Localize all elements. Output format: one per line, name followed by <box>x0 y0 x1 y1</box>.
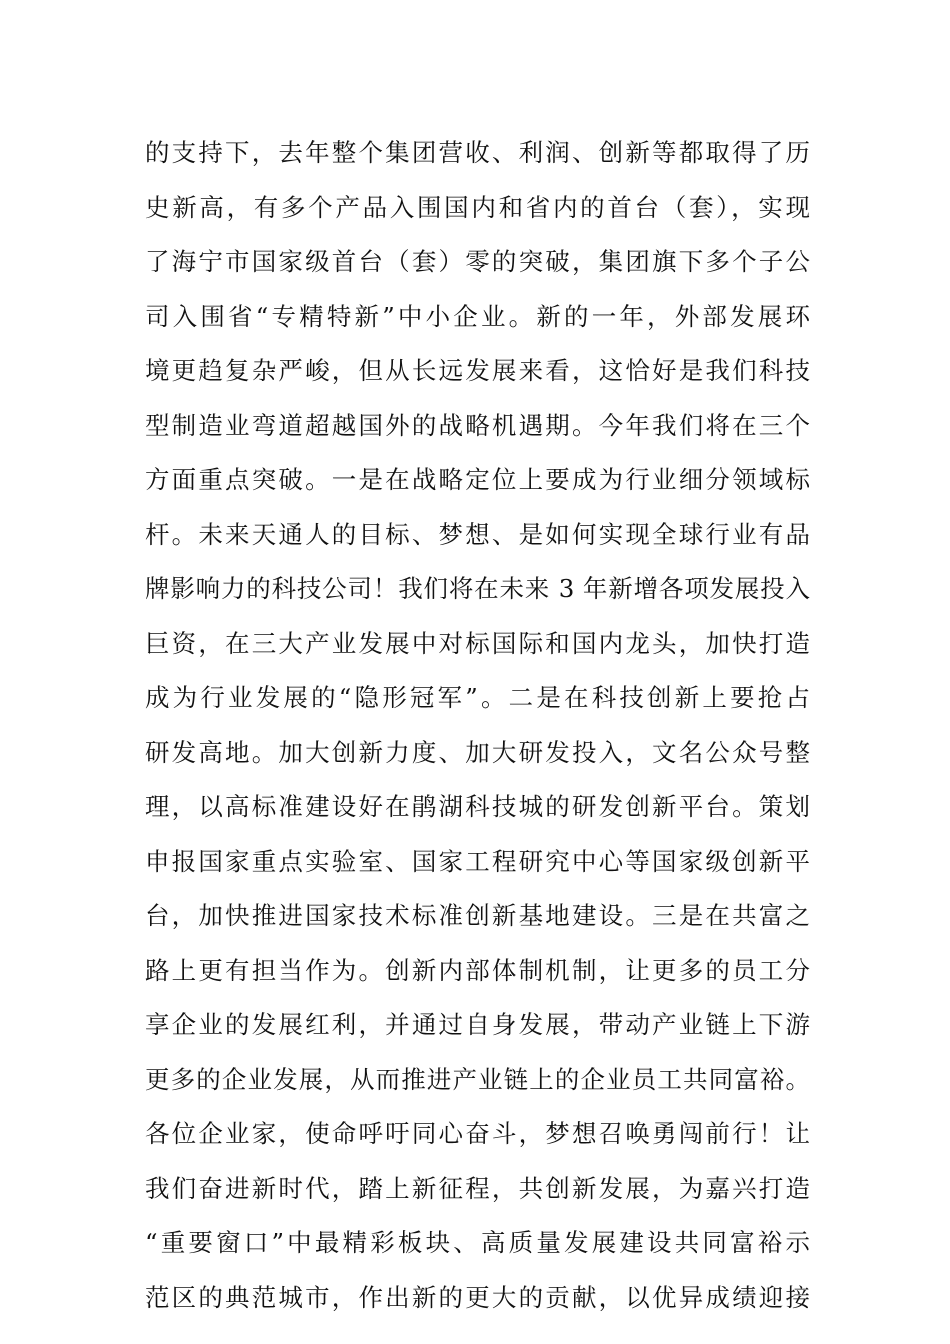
text-line: 牌影响力的科技公司！我们将在未来 3 年新增各项发展投入 <box>145 574 810 603</box>
text-line: 杆。未来天通人的目标、梦想、是如何实现全球行业有品 <box>145 519 810 549</box>
text-line: 申报国家重点实验室、国家工程研究中心等国家级创新平 <box>145 846 810 876</box>
text-line: 了海宁市国家级首台（套）零的突破，集团旗下多个子公 <box>145 247 810 276</box>
text-line: 方面重点突破。一是在战略定位上要成为行业细分领域标 <box>145 465 810 494</box>
text-line: 路上更有担当作为。创新内部体制机制，让更多的员工分 <box>145 955 810 985</box>
text-line: 型制造业弯道超越国外的战略机遇期。今年我们将在三个 <box>145 410 810 440</box>
text-line: 我们奋进新时代，踏上新征程，共创新发展，为嘉兴打造 <box>145 1173 810 1203</box>
text-line: 史新高，有多个产品入围国内和省内的首台（套），实现 <box>145 192 810 222</box>
body-text <box>145 126 810 1325</box>
text-line: 境更趋复杂严峻，但从长远发展来看，这恰好是我们科技 <box>145 356 810 385</box>
text-line: 巨资，在三大产业发展中对标国际和国内龙头，加快打造 <box>145 628 810 658</box>
text-line: “重要窗口”中最精彩板块、高质量发展建设共同富裕示 <box>145 1228 810 1257</box>
text-line: 范区的典范城市，作出新的更大的贡献，以优异成绩迎接 <box>145 1282 810 1312</box>
text-line: 司入围省“专精特新”中小企业。新的一年，外部发展环 <box>145 301 810 331</box>
text-line: 理，以高标准建设好在鹃湖科技城的研发创新平台。策划 <box>145 792 810 821</box>
text-line: 成为行业发展的“隐形冠军”。二是在科技创新上要抢占 <box>145 683 810 712</box>
text-line: 的支持下，去年整个集团营收、利润、创新等都取得了历 <box>145 138 810 167</box>
text-line: 台，加快推进国家技术标准创新基地建设。三是在共富之 <box>145 901 810 930</box>
text-line: 更多的企业发展，从而推进产业链上的企业员工共同富裕。 <box>145 1064 810 1094</box>
text-line: 享企业的发展红利，并通过自身发展，带动产业链上下游 <box>145 1010 810 1039</box>
text-line: 各位企业家，使命呼吁同心奋斗，梦想召唤勇闯前行！让 <box>145 1119 810 1148</box>
text-line: 研发高地。加大创新力度、加大研发投入，文名公众号整 <box>145 737 810 767</box>
